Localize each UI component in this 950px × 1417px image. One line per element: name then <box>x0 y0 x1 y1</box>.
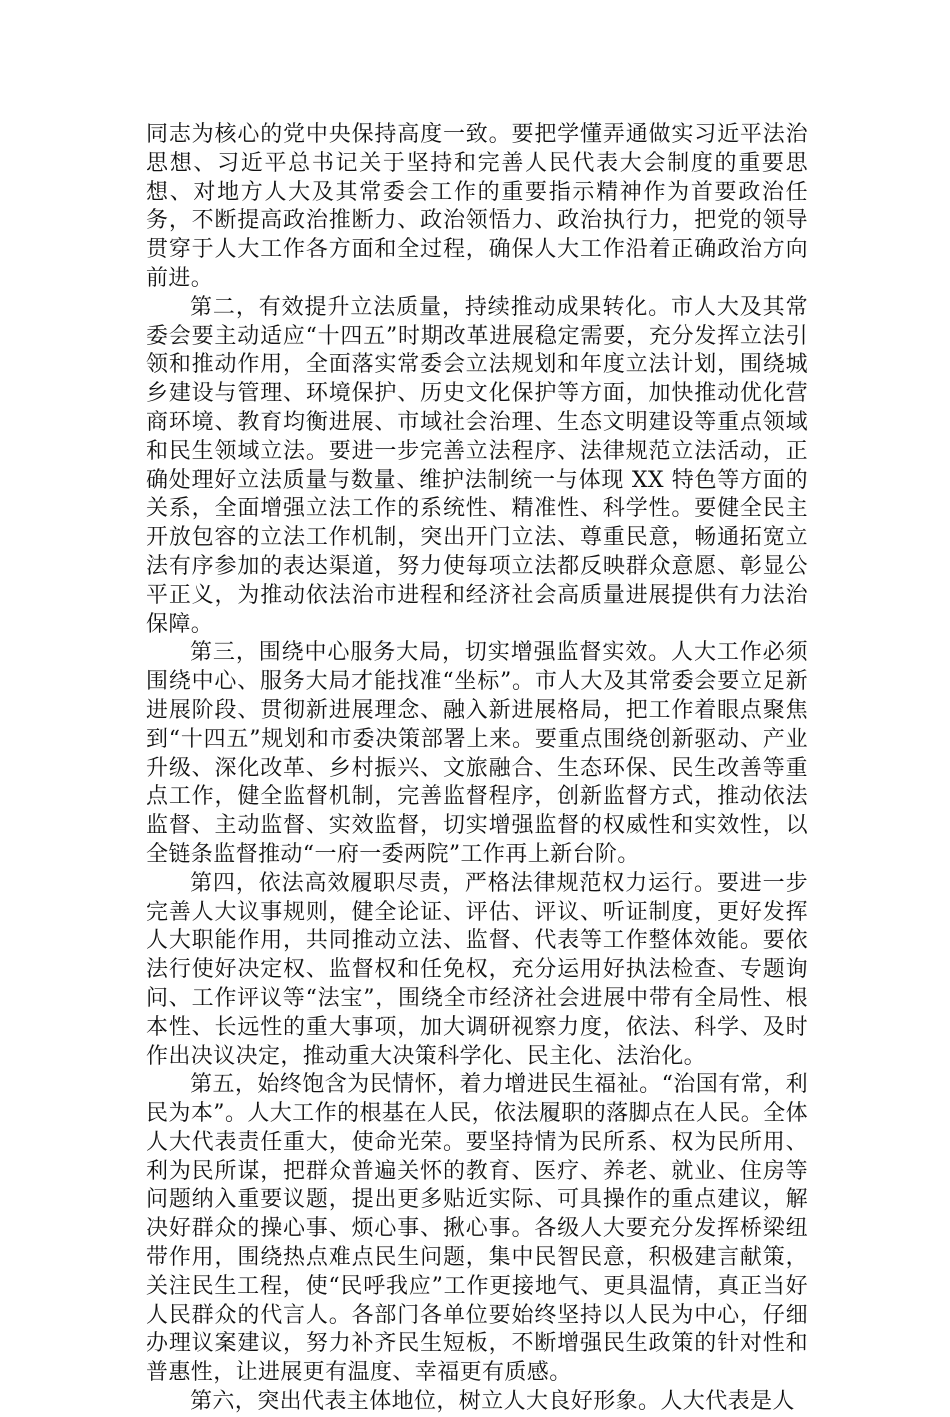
paragraph-second: 第二，有效提升立法质量，持续推动成果转化。市人大及其常委会要主动适应“十四五”时期改革进展稳定需要，充分发挥立法引领和推动作用，全面落实常委会立法规划和年度立法计划，围绕城乡建设与管理、环境保护、历史文化保护等方面，加快推动优化营商环境、教育均衡进展、市域社会治理、生态文明建设等重点领域和民生领域立法。要进一步完善立法程序、法律规范立法活动，正确处理好立法质量与数量、维护法制统一与体现 XX 特色等方面的关系，全面增强立法工作的系统性、精准性、科学性。要健全民主开放包容的立法工作机制，突出开门立法、尊重民意，畅通拓宽立法有序参加的表达渠道，努力使每项立法都反映群众意愿、彰显公平正义，为推动依法治市进程和经济社会高质量进展提供有力法治保障。 <box>146 294 808 637</box>
paragraph-fourth: 第四，依法高效履职尽责，严格法律规范权力运行。要进一步完善人大议事规则，健全论证、评估、评议、听证制度，更好发挥人大职能作用，共同推动立法、监督、代表等工作整体效能。要依法行使好决定权、监督权和任免权，充分运用好执法检查、专题询问、工作评议等“法宝”，围绕全市经济社会进展中带有全局性、根本性、长远性的重大事项，加大调研视察力度，依法、科学、及时作出决议决定，推动重大决策科学化、民主化、法治化。 <box>146 870 808 1069</box>
document-page <box>146 121 808 1417</box>
paragraph-fifth: 第五，始终饱含为民情怀，着力增进民生福祉。“治国有常，利民为本”。人大工作的根基在人民，依法履职的落脚点在人民。全体人大代表责任重大，使命光荣。要坚持情为民所系、权为民所用、利为民所谋，把群众普遍关怀的教育、医疗、养老、就业、住房等问题纳入重要议题，提出更多贴近实际、可具操作的重点建议，解决好群众的操心事、烦心事、揪心事。各级人大要充分发挥桥梁纽带作用，围绕热点难点民生问题，集中民智民意，积极建言献策，关注民生工程，使“民呼我应”工作更接地气、更具温情，真正当好人民群众的代言人。各部门各单位要始终坚持以人民为中心，仔细办理议案建议，努力补齐民生短板，不断增强民生政策的针对性和普惠性，让进展更有温度、幸福更有质感。 <box>146 1072 808 1386</box>
paragraph-sixth: 第六，突出代表主体地位，树立人大良好形象。人大代表是人 <box>190 1389 795 1415</box>
paragraph-third: 第三，围绕中心服务大局，切实增强监督实效。人大工作必须围绕中心、服务大局才能找准“坐标”。市人大及其常委会要立足新进展阶段、贯彻新进展理念、融入新进展格局，把工作着眼点聚焦到“十四五”规划和市委决策部署上来。要重点围绕创新驱动、产业升级、深化改革、乡村振兴、文旅融合、生态环保、民生改善等重点工作，健全监督机制，完善监督程序，创新监督方式，推动依法监督、主动监督、实效监督，切实增强监督的权威性和实效性，以全链条监督推动“一府一委两院”工作再上新台阶。 <box>146 640 808 867</box>
paragraph-continuation: 同志为核心的党中央保持高度一致。要把学懂弄通做实习近平法治思想、习近平总书记关于坚持和完善人民代表大会制度的重要思想、对地方人大及其常委会工作的重要指示精神作为首要政治任务，不断提高政治推断力、政治领悟力、政治执行力，把党的领导贯穿于人大工作各方面和全过程，确保人大工作沿着正确政治方向前进。 <box>146 122 808 291</box>
